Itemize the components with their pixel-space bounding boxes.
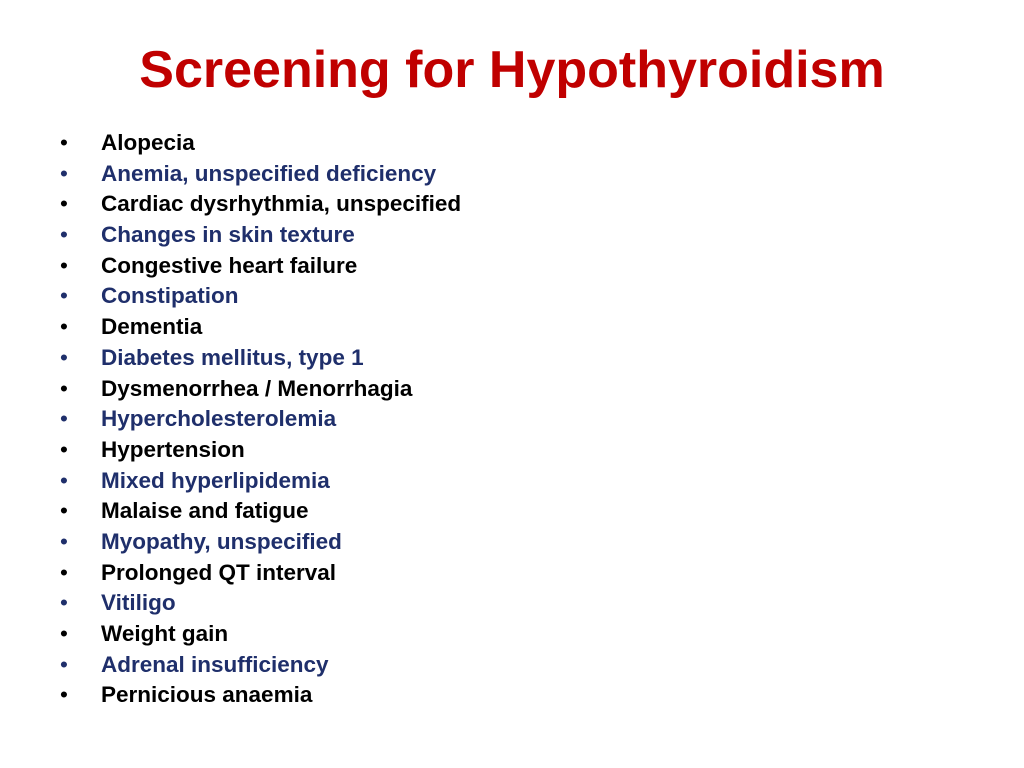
list-item [60, 558, 461, 589]
list-item [60, 588, 461, 619]
list-item [60, 619, 461, 650]
list-item [60, 251, 461, 282]
list-item [60, 128, 461, 159]
bullet-icon: • [60, 344, 68, 370]
list-item-label: Dysmenorrhea / Menorrhagia [101, 375, 413, 401]
list-item-label: Adrenal insufficiency [101, 651, 329, 677]
list-item-label: Anemia, unspecified deficiency [101, 160, 437, 186]
slide-title: Screening for Hypothyroidism [139, 41, 885, 99]
list-item-label: Mixed hyperlipidemia [101, 467, 330, 493]
list-item-label: Weight gain [101, 621, 229, 646]
list-item-label: Prolonged QT interval [101, 559, 337, 585]
list-item-label: Diabetes mellitus, type 1 [101, 344, 364, 370]
list-item [60, 527, 461, 558]
bullet-icon: • [60, 222, 68, 248]
list-item [60, 466, 461, 497]
list-item [60, 496, 461, 527]
bullet-icon: • [60, 375, 68, 401]
list-item [60, 374, 461, 405]
list-item [60, 650, 461, 681]
list-item-label: Constipation [101, 283, 239, 309]
bullet-icon: • [60, 283, 68, 309]
list-item-label: Hypercholesterolemia [101, 406, 337, 432]
list-item-label: Changes in skin texture [101, 222, 355, 248]
list-item-label: Dementia [101, 314, 203, 340]
bullet-icon: • [60, 528, 68, 554]
list-item [60, 312, 461, 343]
bullet-list [60, 128, 461, 711]
bullet-icon: • [60, 559, 68, 585]
bullet-icon: • [60, 314, 68, 340]
bullet-icon: • [60, 498, 68, 524]
list-item-label: Malaise and fatigue [101, 498, 309, 524]
list-item [60, 680, 461, 711]
list-item [60, 189, 461, 220]
bullet-icon: • [60, 130, 68, 155]
bullet-icon: • [60, 682, 68, 708]
list-item [60, 281, 461, 312]
bullet-icon: • [60, 467, 68, 493]
list-item-label: Pernicious anaemia [101, 682, 313, 708]
list-item-label: Alopecia [101, 130, 195, 155]
list-item-label: Vitiligo [101, 590, 176, 616]
bullet-icon: • [60, 590, 68, 616]
list-item [60, 220, 461, 251]
list-item [60, 404, 461, 435]
bullet-icon: • [60, 252, 68, 278]
list-item [60, 159, 461, 190]
bullet-icon: • [60, 160, 68, 186]
bullet-icon: • [60, 406, 68, 432]
bullet-icon: • [60, 436, 68, 462]
list-item-label: Congestive heart failure [101, 252, 358, 278]
list-item [60, 343, 461, 374]
list-item [60, 435, 461, 466]
list-item-label: Cardiac dysrhythmia, unspecified [101, 191, 462, 217]
list-item-label: Hypertension [101, 436, 245, 462]
list-item-label: Myopathy, unspecified [101, 528, 342, 554]
bullet-icon: • [60, 651, 68, 677]
bullet-icon: • [60, 621, 68, 646]
bullet-icon: • [60, 191, 68, 217]
